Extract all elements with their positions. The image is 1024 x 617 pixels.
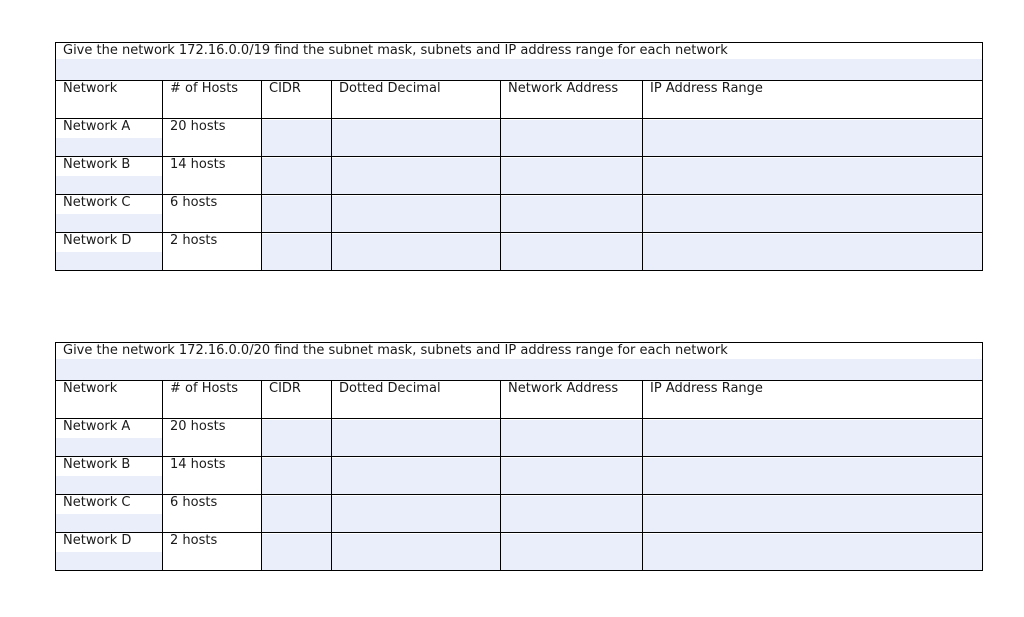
table-title-cell	[56, 43, 983, 81]
network-cell	[56, 457, 163, 495]
ip-range-cell[interactable]	[643, 119, 983, 157]
cell-fill	[56, 252, 162, 270]
network-name: Network C	[56, 495, 162, 514]
network-address-cell[interactable]	[501, 457, 643, 495]
dotted-decimal-cell[interactable]	[332, 495, 501, 533]
table-row	[56, 457, 983, 495]
header-label: Network	[56, 81, 162, 100]
header-label: Network	[56, 381, 162, 400]
network-address-cell[interactable]	[501, 157, 643, 195]
network-header	[56, 381, 163, 419]
cell-fill	[56, 514, 162, 532]
hosts-cell	[163, 457, 262, 495]
ip-range-cell[interactable]	[643, 457, 983, 495]
subnet-table-2	[55, 342, 982, 571]
network-name: Network D	[56, 233, 162, 252]
hosts-cell	[163, 533, 262, 571]
hosts-value: 2 hosts	[163, 533, 261, 552]
ip-range-cell[interactable]	[643, 495, 983, 533]
table-row	[56, 495, 983, 533]
network-address-cell[interactable]	[501, 119, 643, 157]
hosts-cell	[163, 119, 262, 157]
dotted-decimal-cell[interactable]	[332, 233, 501, 271]
network-cell	[56, 419, 163, 457]
table-row	[56, 195, 983, 233]
header-label: Network Address	[501, 81, 642, 100]
header-label: CIDR	[262, 381, 331, 400]
network-name: Network A	[56, 119, 162, 138]
network-name: Network C	[56, 195, 162, 214]
cidr-cell[interactable]	[262, 233, 332, 271]
dotted-decimal-cell[interactable]	[332, 533, 501, 571]
hosts-value: 20 hosts	[163, 419, 261, 438]
table-row	[56, 533, 983, 571]
header-label: IP Address Range	[643, 81, 982, 100]
hosts-value: 14 hosts	[163, 457, 261, 476]
header-label: # of Hosts	[163, 81, 261, 100]
dotted-decimal-cell[interactable]	[332, 157, 501, 195]
header-label: # of Hosts	[163, 381, 261, 400]
network-cell	[56, 119, 163, 157]
network-address-cell[interactable]	[501, 233, 643, 271]
ip-range-cell[interactable]	[643, 419, 983, 457]
header-label: Dotted Decimal	[332, 381, 500, 400]
network-name: Network B	[56, 457, 162, 476]
cidr-cell[interactable]	[262, 457, 332, 495]
cidr-cell[interactable]	[262, 495, 332, 533]
table-title-cell	[56, 343, 983, 381]
network-cell	[56, 157, 163, 195]
ip-range-cell[interactable]	[643, 195, 983, 233]
cidr-cell[interactable]	[262, 533, 332, 571]
hosts-header	[163, 81, 262, 119]
subnet-table	[55, 342, 983, 571]
network-name: Network A	[56, 419, 162, 438]
ip-range-cell[interactable]	[643, 157, 983, 195]
cell-fill	[56, 552, 162, 570]
header-label: IP Address Range	[643, 381, 982, 400]
ip-range-cell[interactable]	[643, 533, 983, 571]
cell-fill	[56, 359, 982, 380]
network-address-cell[interactable]	[501, 419, 643, 457]
header-label: CIDR	[262, 81, 331, 100]
dotted-decimal-header	[332, 381, 501, 419]
network-header	[56, 81, 163, 119]
table-row	[56, 419, 983, 457]
table-title: Give the network 172.16.0.0/20 find the subnet mask, subnets and IP address range for each network	[56, 343, 982, 358]
hosts-value: 2 hosts	[163, 233, 261, 252]
network-cell	[56, 533, 163, 571]
subnet-table	[55, 42, 983, 271]
network-cell	[56, 495, 163, 533]
header-label: Network Address	[501, 381, 642, 400]
dotted-decimal-cell[interactable]	[332, 195, 501, 233]
network-address-header	[501, 81, 643, 119]
hosts-value: 6 hosts	[163, 495, 261, 514]
hosts-value: 14 hosts	[163, 157, 261, 176]
table-title: Give the network 172.16.0.0/19 find the subnet mask, subnets and IP address range for each network	[56, 43, 982, 58]
ip-range-cell[interactable]	[643, 233, 983, 271]
cidr-cell[interactable]	[262, 157, 332, 195]
header-label: Dotted Decimal	[332, 81, 500, 100]
network-name: Network B	[56, 157, 162, 176]
table-row	[56, 157, 983, 195]
network-address-cell[interactable]	[501, 495, 643, 533]
dotted-decimal-cell[interactable]	[332, 119, 501, 157]
header-row	[56, 381, 983, 419]
cidr-cell[interactable]	[262, 419, 332, 457]
cidr-cell[interactable]	[262, 195, 332, 233]
hosts-cell	[163, 233, 262, 271]
header-row	[56, 81, 983, 119]
network-address-header	[501, 381, 643, 419]
table-row	[56, 233, 983, 271]
table-row	[56, 119, 983, 157]
cidr-header	[262, 381, 332, 419]
network-address-cell[interactable]	[501, 195, 643, 233]
network-cell	[56, 233, 163, 271]
cidr-cell[interactable]	[262, 119, 332, 157]
hosts-value: 6 hosts	[163, 195, 261, 214]
network-name: Network D	[56, 533, 162, 552]
hosts-cell	[163, 195, 262, 233]
ip-range-header	[643, 81, 983, 119]
network-cell	[56, 195, 163, 233]
hosts-value: 20 hosts	[163, 119, 261, 138]
cell-fill	[56, 214, 162, 232]
cell-fill	[56, 438, 162, 456]
dotted-decimal-header	[332, 81, 501, 119]
cidr-header	[262, 81, 332, 119]
hosts-cell	[163, 157, 262, 195]
network-address-cell[interactable]	[501, 533, 643, 571]
hosts-cell	[163, 419, 262, 457]
hosts-cell	[163, 495, 262, 533]
hosts-header	[163, 381, 262, 419]
subnet-table-1	[55, 42, 982, 271]
cell-fill	[56, 176, 162, 194]
cell-fill	[56, 138, 162, 156]
cell-fill	[56, 59, 982, 80]
ip-range-header	[643, 381, 983, 419]
dotted-decimal-cell[interactable]	[332, 419, 501, 457]
cell-fill	[56, 476, 162, 494]
dotted-decimal-cell[interactable]	[332, 457, 501, 495]
